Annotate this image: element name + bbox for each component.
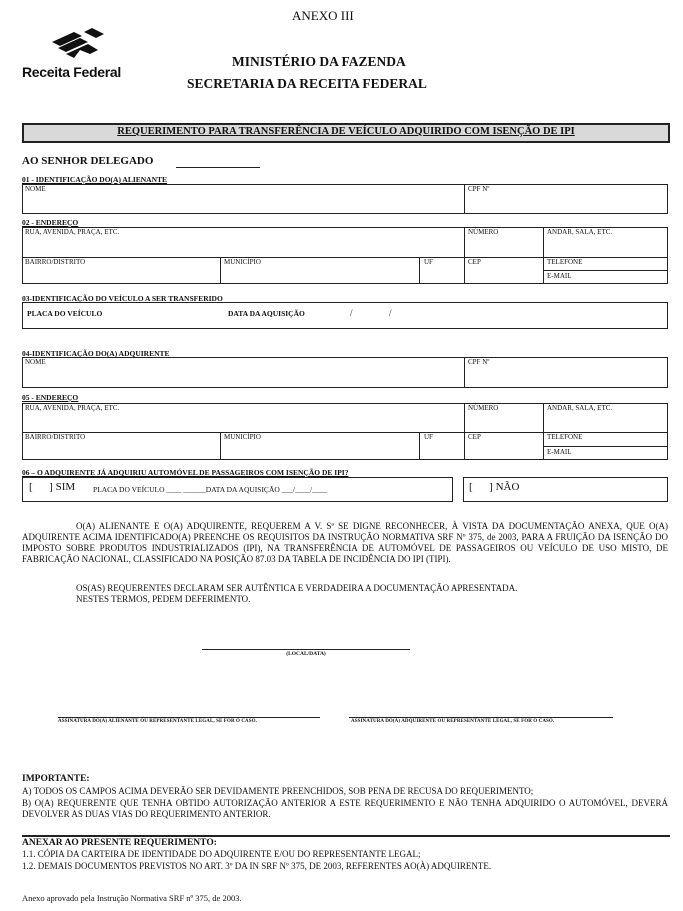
divider [464, 357, 465, 388]
adquirente-municipio-field[interactable]: MUNICÍPIO [224, 433, 261, 441]
alienante-andar-field[interactable]: ANDAR, SALA, ETC. [547, 228, 613, 236]
anexar-rule [22, 835, 670, 837]
section-05-title: 05 - ENDEREÇO [22, 393, 79, 402]
alienante-numero-field[interactable]: NÚMERO [468, 228, 499, 236]
importante-title: IMPORTANTE: [22, 774, 90, 784]
divider [220, 432, 221, 460]
adquirente-numero-field[interactable]: NÚMERO [468, 404, 499, 412]
anexar-title: ANEXAR AO PRESENTE REQUERIMENTO: [22, 838, 217, 848]
alienante-uf-field[interactable]: UF [424, 258, 433, 266]
section-06-title: 06 – O ADQUIRENTE JÁ ADQUIRIU AUTOMÓVEL DE PASSAGEIROS COM ISENÇÃO DE IPI? [22, 468, 349, 477]
addressee [22, 155, 153, 167]
adquirente-cep-field[interactable]: CEP [468, 433, 481, 441]
vehicle-box [22, 302, 668, 329]
alienante-rua-field[interactable]: RUA, AVENIDA, PRAÇA, ETC. [25, 228, 120, 236]
anexar-item-2: 1.2. DEMAIS DOCUMENTOS PREVISTOS NO ART. 3º DA IN SRF Nº 375, DE 2003, REFERENTES AO(À) ADQUIRENTE. [22, 861, 492, 871]
annex-label: ANEXO III [292, 8, 354, 23]
footer-note: Anexo aprovado pela Instrução Normativa SRF nº 375, de 2003. [22, 893, 242, 903]
adquirente-signature-caption: ASSINATURA DO(A) ADQUIRENTE OU REPRESENTANTE LEGAL, SE FOR O CASO. [351, 719, 555, 724]
divider [464, 184, 465, 214]
adquirente-andar-field[interactable]: ANDAR, SALA, ETC. [547, 404, 613, 412]
alienante-signature-line[interactable] [58, 717, 320, 718]
sim-checkbox[interactable]: [ ] SIM [29, 481, 76, 493]
adquirente-rua-field[interactable]: RUA, AVENIDA, PRAÇA, ETC. [25, 404, 120, 412]
receita-federal-logo [22, 28, 132, 86]
divider [419, 257, 420, 284]
logo-wordmark: Receita Federal [22, 64, 121, 80]
vehicle-placa-field[interactable]: PLACA DO VEÍCULO [27, 309, 103, 318]
anexar-item-1: 1.1. CÓPIA DA CARTEIRA DE IDENTIDADE DO ADQUIRENTE E/OU DO REPRESENTANTE LEGAL; [22, 849, 421, 859]
sim-detail[interactable]: PLACA DO VEÍCULO ____ ______DATA DA AQUISIÇÃO ___/____/____ [93, 485, 328, 494]
nao-checkbox[interactable]: [ ] NÃO [469, 481, 520, 493]
adquirente-bairro-field[interactable]: BAIRRO/DISTRITO [25, 433, 86, 441]
closing-paragraph: NESTES TERMOS, PEDEM DEFERIMENTO. [76, 594, 251, 604]
request-paragraph: O(A) ALIENANTE E O(A) ADQUIRENTE, REQUEREM A V. Sª SE DIGNE RECONHECER, À VISTA DA DOCUMENTAÇÃO ANEXA, QUE O(A) ADQUIRENTE ACIMA IDENTIFICADO(A) PREENCHE OS REQUISITOS DA INSTRUÇÃO NORMATIVA SRF Nº 375, de 2003, PARA A FRUIÇÃO DA ISENÇÃO DO IMPOSTO SOBRE PRODUTOS INDUSTRIALIZADOS (IPI), NA TRANSFERÊNCIA DE AUTOMÓVEL DE PASSAGEIROS OU VEÍCULO DE USO MISTO, DE FABRICAÇÃO NACIONAL, CLASSIFICADO NA POSIÇÃO 87.03 DA TABELA DE INCIDÊNCIA DO IPI (TIPI). [22, 521, 668, 564]
divider [543, 446, 668, 447]
alienante-municipio-field[interactable]: MUNICÍPIO [224, 258, 261, 266]
local-data-line[interactable] [202, 649, 410, 650]
form-title: REQUERIMENTO PARA TRANSFERÊNCIA DE VEÍCULO ADQUIRIDO COM ISENÇÃO DE IPI [117, 126, 575, 137]
section-01-title: 01 - IDENTIFICAÇÃO DO(A) ALIENANTE [22, 175, 168, 184]
receita-federal-emblem-icon [44, 28, 114, 62]
alienante-nome-field[interactable]: NOME [25, 185, 46, 193]
addressee-label: AO SENHOR DELEGADO [22, 155, 154, 167]
ministry-title: MINISTÉRIO DA FAZENDA [232, 54, 406, 69]
date-separator: / [389, 308, 392, 318]
alienante-id-box [22, 184, 668, 214]
local-data-caption: (LOCAL/DATA) [286, 651, 326, 657]
alienante-cep-field[interactable]: CEP [468, 258, 481, 266]
declaration-paragraph: OS(AS) REQUERENTES DECLARAM SER AUTÊNTICA E VERDADEIRA A DOCUMENTAÇÃO APRESENTADA. [76, 583, 518, 593]
section-04-title: 04-IDENTIFICAÇÃO DO(A) ADQUIRENTE [22, 349, 170, 358]
adquirente-id-box [22, 357, 668, 388]
divider [543, 403, 544, 460]
alienante-telefone-field[interactable]: TELEFONE [547, 258, 583, 266]
secretariat-title: SECRETARIA DA RECEITA FEDERAL [187, 76, 427, 91]
delegado-blank-line[interactable] [176, 167, 260, 168]
section-02-title: 02 - ENDEREÇO [22, 218, 79, 227]
alienante-signature-caption: ASSINATURA DO(A) ALIENANTE OU REPRESENTANTE LEGAL, SE FOR O CASO. [58, 719, 257, 724]
adquirente-nome-field[interactable]: NOME [25, 358, 46, 366]
alienante-cpf-field[interactable]: CPF Nº [468, 185, 490, 193]
divider [464, 227, 465, 284]
alienante-email-field[interactable]: E-MAIL [547, 272, 572, 280]
divider [419, 432, 420, 460]
adquirente-uf-field[interactable]: UF [424, 433, 433, 441]
divider [464, 403, 465, 460]
section-03-title: 03-IDENTIFICAÇÃO DO VEÍCULO A SER TRANSFERIDO [22, 294, 223, 303]
alienante-bairro-field[interactable]: BAIRRO/DISTRITO [25, 258, 86, 266]
importante-item-b: B) O(A) REQUERENTE QUE TENHA OBTIDO AUTORIZAÇÃO ANTERIOR A ESTE REQUERIMENTO E NÃO TENHA ADQUIRIDO O AUTOMÓVEL, DEVERÁ DEVOLVER AS DUAS VIAS DO REQUERIMENTO ANTERIOR. [22, 798, 668, 819]
date-separator: / [350, 308, 353, 318]
divider [220, 257, 221, 284]
importante-item-a: A) TODOS OS CAMPOS ACIMA DEVERÃO SER DEVIDAMENTE PREENCHIDOS, SOB PENA DE RECUSA DO REQUERIMENTO; [22, 786, 534, 796]
divider [543, 227, 544, 284]
divider [543, 270, 668, 271]
adquirente-signature-line[interactable] [349, 717, 613, 718]
vehicle-data-field[interactable]: DATA DA AQUISIÇÃO [228, 309, 305, 318]
adquirente-cpf-field[interactable]: CPF Nº [468, 358, 490, 366]
adquirente-telefone-field[interactable]: TELEFONE [547, 433, 583, 441]
adquirente-email-field[interactable]: E-MAIL [547, 448, 572, 456]
